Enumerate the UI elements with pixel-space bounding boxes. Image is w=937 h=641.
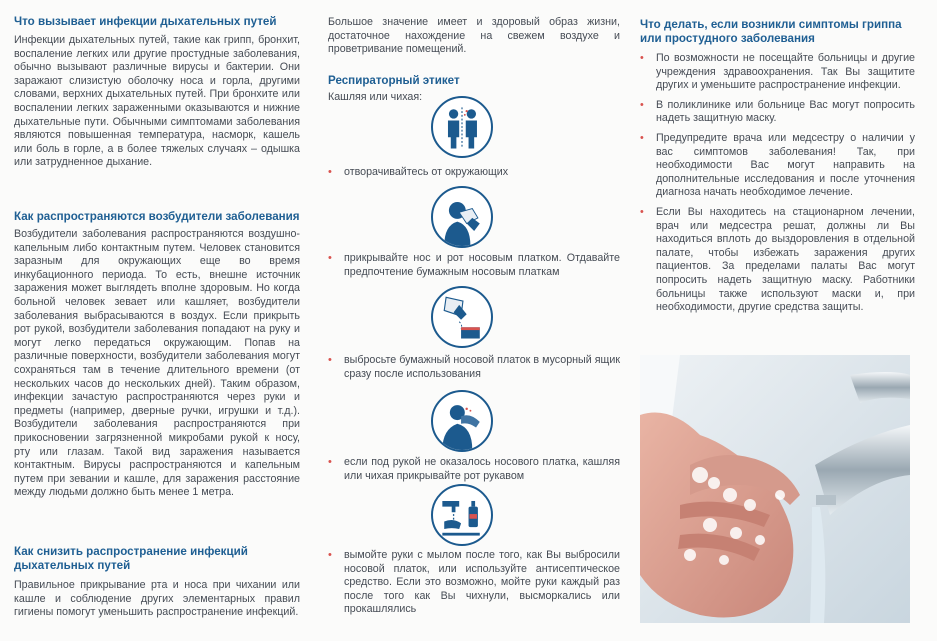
symptoms-advice-list (640, 52, 915, 321)
paragraph-causes: Инфекции дыхательных путей, такие как грипп, бронхит, воспаление легких или другие простудные заболевания, обычно вызывают различные вирусы и бактерии. Они заражают слизистую оболочку носа и горла, другими словами, верхних дыхательных путей. При бронхите или воспалении легких зараженными оказываются и нижние дыхательные пути. Обычными симптомами заболевания являются повышенная температура, насморк, кашель или боль в горле, а в более тяжелых случаях – одышка или затрудненное дыхание. (14, 34, 300, 169)
wash-hands-icon (431, 484, 493, 546)
turn-away-icon (431, 96, 493, 158)
step-4-text: если под рукой не оказалось носового платка, кашляя или чихая прикрывайте рот рукавом (344, 456, 620, 482)
heading-spread: Как распространяются возбудители заболевания (14, 210, 300, 223)
list-item: • Предупредите врача или медсестру о наличии у вас симптомов заболевания! Так, при необходимости Вас могут направить на дополнительные исследования и после уточнения диагноза начать необходимое лечение. (640, 131, 915, 199)
heading-etiquette: Респираторный этикет (328, 74, 460, 87)
discard-tissue-icon (431, 286, 493, 348)
step-3-text: выбросьте бумажный носовой платок в мусорный ящик сразу после использования (344, 354, 620, 380)
sleeve-cough-icon (431, 390, 493, 452)
heading-reduce: Как снизить распространение инфекций дыхательных путей (14, 545, 248, 572)
step-2-text: прикрывайте нос и рот носовым платком. Отдавайте предпочтение бумажным носовым платкам (344, 252, 620, 278)
step-3: • выбросьте бумажный носовой платок в мусорный ящик сразу после использования (328, 354, 620, 380)
paragraph-reduce: Правильное прикрывание рта и носа при чихании или кашле и соблюдение других элементарных правил гигиены помогут уменьшить распространение инфекций. (14, 579, 300, 619)
step-1: • отворачивайтесь от окружающих (328, 166, 620, 180)
step-5: • вымойте руки с мылом после того, как Вы выбросили носовой платок, или используйте антисептическое средство. Если это возможно, мойте руки каждый раз после того как Вы чихнули, высморкались или прокашлялись (328, 549, 620, 616)
list-item: • В поликлинике или больнице Вас могут попросить надеть защитную маску. (640, 98, 915, 125)
step-5-text: вымойте руки с мылом после того, как Вы выбросили носовой платок, или используйте антисептическое средство. Если это возможно, мойте руки каждый раз после того как Вы чихнули, высморкались или прокашлялись (344, 549, 620, 616)
step-2: • прикрывайте нос и рот носовым платком. Отдавайте предпочтение бумажным носовым платкам (328, 252, 620, 278)
step-1-text: отворачивайтесь от окружающих (344, 166, 509, 178)
cover-nose-icon (431, 186, 493, 248)
list-item: • Если Вы находитесь на стационарном лечении, врач или медсестра решат, должны ли Вы находиться вплоть до выздоровления в отдельной палате, чтобы избежать заражения других пациентов. За пределами палаты Вас могут попросить надеть защитную маску. Работники больницы также используют маски и, при необходимости, другие средства защиты. (640, 205, 915, 314)
list-item: • По возможности не посещайте больницы и другие учреждения здравоохранения. Так Вы защитите других и уменьшите распространение инфекции. (640, 52, 915, 92)
etiquette-intro: Кашляя или чихая: (328, 91, 423, 103)
hand-washing-photo (640, 355, 910, 623)
heading-causes: Что вызывает инфекции дыхательных путей (14, 15, 277, 28)
paragraph-lifestyle: Большое значение имеет и здоровый образ жизни, достаточное нахождение на свежем воздухе и проветривание помещений. (328, 16, 620, 56)
heading-symptoms: Что делать, если возникли симптомы гриппа или простудного заболевания (640, 18, 902, 45)
paragraph-spread: Возбудители заболевания распространяются воздушно-капельным либо контактным путем. Человек становится заразным для окружающих еще во время инкубационного периода. То есть, внешне источник заражения может выглядеть вполне здоровым. Но когда больной человек зевает или кашляет, возбудители заболевания выбрасываются в воздух. Если прикрыть рот рукой, возбудители заболевания попадают на руку и могут легко передаться окружающим. Попав на различные поверхности, возбудители заболевания могут сохраняться там в течение длительного времени (от нескольких часов до нескольких дней). Таким образом, инфекции зачастую распространяются через руки и предметы (например, дверные ручки, игрушки и т.д.). Возбудители заболевания распространяются при прикосновении загрязненной микробами рукой к носу, рту или глазам. Такой вид заражения называется контактным. Вирусы распространяются и капельным путем при зевании и кашле, для заражения расстояние между людьми должно быть менее 1 метра. (14, 228, 300, 499)
step-4: • если под рукой не оказалось носового платка, кашляя или чихая прикрывайте рот рукавом (328, 456, 620, 482)
